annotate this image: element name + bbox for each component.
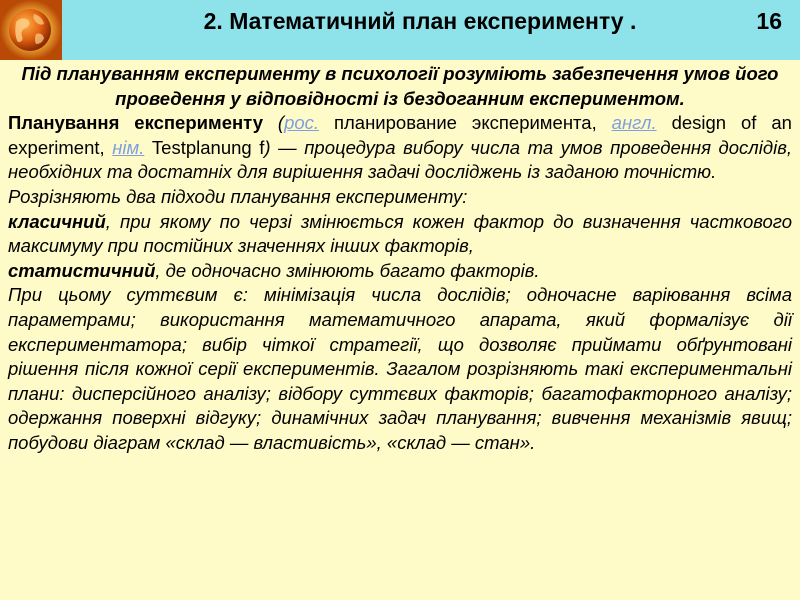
page-number: 16	[756, 8, 782, 34]
classic-term: класичний	[8, 210, 106, 232]
statistical-term: статистичний	[8, 259, 156, 281]
eng-text: design of an experiment,	[8, 112, 792, 158]
definition-term: Планування експерименту	[8, 112, 263, 134]
ger-link[interactable]: нім.	[112, 136, 145, 158]
eng-link[interactable]: англ.	[611, 112, 657, 134]
rus-text: планирование эксперимента,	[319, 112, 612, 134]
classic-paragraph	[8, 210, 792, 259]
paren-open: (	[262, 112, 285, 134]
approaches-intro: Розрізняють два підходи планування експерименту:	[8, 185, 468, 207]
ger-text: Testplanung f	[144, 136, 265, 158]
rus-link[interactable]: рос.	[284, 112, 320, 134]
classic-text: , при якому по черзі змінюється кожен фактор до визначення часткового максимуму при постійних значеннях інших факторів,	[8, 210, 792, 257]
header-bar	[0, 0, 800, 60]
definition-rest: ) — процедура вибору числа та умов проведення дослідів, необхідних та достатніх для вирішення задачі досліджень із заданою точністю.	[8, 136, 792, 183]
intro-paragraph: Під плануванням експерименту в психології розуміють забезпечення умов його проведення у відповідності із бездоганним експериментом.	[21, 63, 779, 109]
conclusion-paragraph: При цьому суттєвим є: мінімізація числа дослідів; одночасне варіювання всіма параметрами; використання математичного апарата, який формалізує дії експериментатора; вибір чіткої стратегії, що дозволяє приймати обґрунтовані рішення після кожної серії експериментів. Загалом розрізняють такі експериментальні плани: дисперсійного аналізу; відбору суттєвих факторів; багатофакторного аналізу; одержання поверхні відгуку; динамічних задач планування; вивчення механізмів явищ; побудови діаграм «склад — властивість», «склад — стан».	[8, 284, 792, 453]
globe-logo-icon	[0, 0, 62, 60]
slide-title: 2. Математичний план експерименту .	[203, 8, 637, 34]
statistical-paragraph	[8, 259, 792, 284]
statistical-text: , де одночасно змінюють багато факторів.	[155, 259, 540, 281]
definition-paragraph	[8, 111, 792, 185]
slide-content	[8, 62, 792, 456]
